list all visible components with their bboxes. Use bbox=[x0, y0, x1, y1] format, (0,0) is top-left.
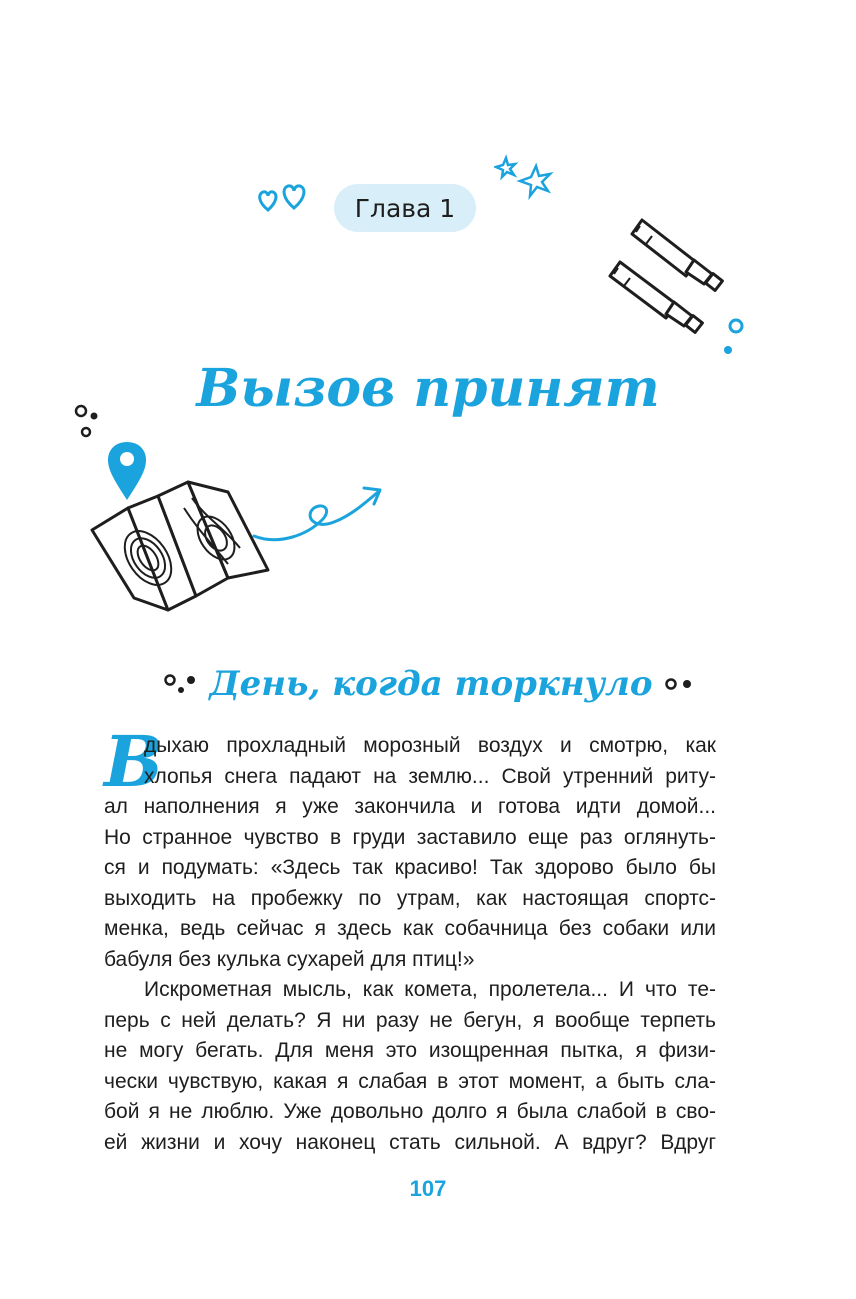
text-line: Но странное чувство в груди заставило еще раз оглянуть- bbox=[104, 825, 716, 849]
drop-cap: В bbox=[104, 720, 164, 803]
text-line: чески чувствую, какая я слабая в этот момент, а быть сла- bbox=[104, 1069, 716, 1093]
binoculars-icon bbox=[606, 212, 736, 342]
dots-icon bbox=[163, 672, 199, 696]
chapter-label: Глава 1 bbox=[334, 184, 476, 232]
section-heading-text: День, когда торкнуло bbox=[209, 664, 653, 704]
dots-icon bbox=[72, 402, 102, 442]
dots-icon bbox=[718, 316, 748, 360]
dots-icon bbox=[663, 672, 697, 696]
stars-icon bbox=[494, 154, 558, 204]
map-icon bbox=[88, 478, 272, 618]
text-line: Искрометная мысль, как комета, пролетела... И что те- bbox=[144, 978, 716, 1001]
text-line: перь с ней делать? Я ни разу не бегун, я вообще терпеть bbox=[104, 1008, 716, 1032]
text-line: дыхаю прохладный морозный воздух и смотрю, как bbox=[144, 734, 716, 757]
text-line: ей жизни и хочу наконец стать сильной. А вдруг? Вдруг bbox=[104, 1130, 716, 1154]
text-line: хлопья снега падают на землю... Свой утренний риту- bbox=[144, 764, 716, 788]
curly-arrow-icon bbox=[252, 480, 388, 550]
page-number: 107 bbox=[409, 1176, 447, 1201]
chapter-title: Вызов принят bbox=[196, 358, 660, 419]
text-line: бабуля без кулька сухарей для птиц!» bbox=[104, 947, 475, 971]
section-heading bbox=[150, 664, 710, 704]
text-line: выходить на пробежку по утрам, как настоящая спортс- bbox=[104, 886, 716, 910]
text-line: ся и подумать: «Здесь так красиво! Так здорово было бы bbox=[104, 856, 716, 879]
hearts-icon bbox=[256, 180, 312, 216]
text-line: менка, ведь сейчас я здесь как собачница без собаки или bbox=[104, 917, 716, 940]
text-line: ал наполнения я уже закончила и готова идти домой... bbox=[104, 795, 716, 818]
body-text bbox=[104, 731, 716, 1158]
text-line: не могу бегать. Для меня это изощренная пытка, я физи- bbox=[104, 1039, 716, 1062]
text-line: бой я не люблю. Уже довольно долго я была слабой в сво- bbox=[104, 1100, 716, 1123]
